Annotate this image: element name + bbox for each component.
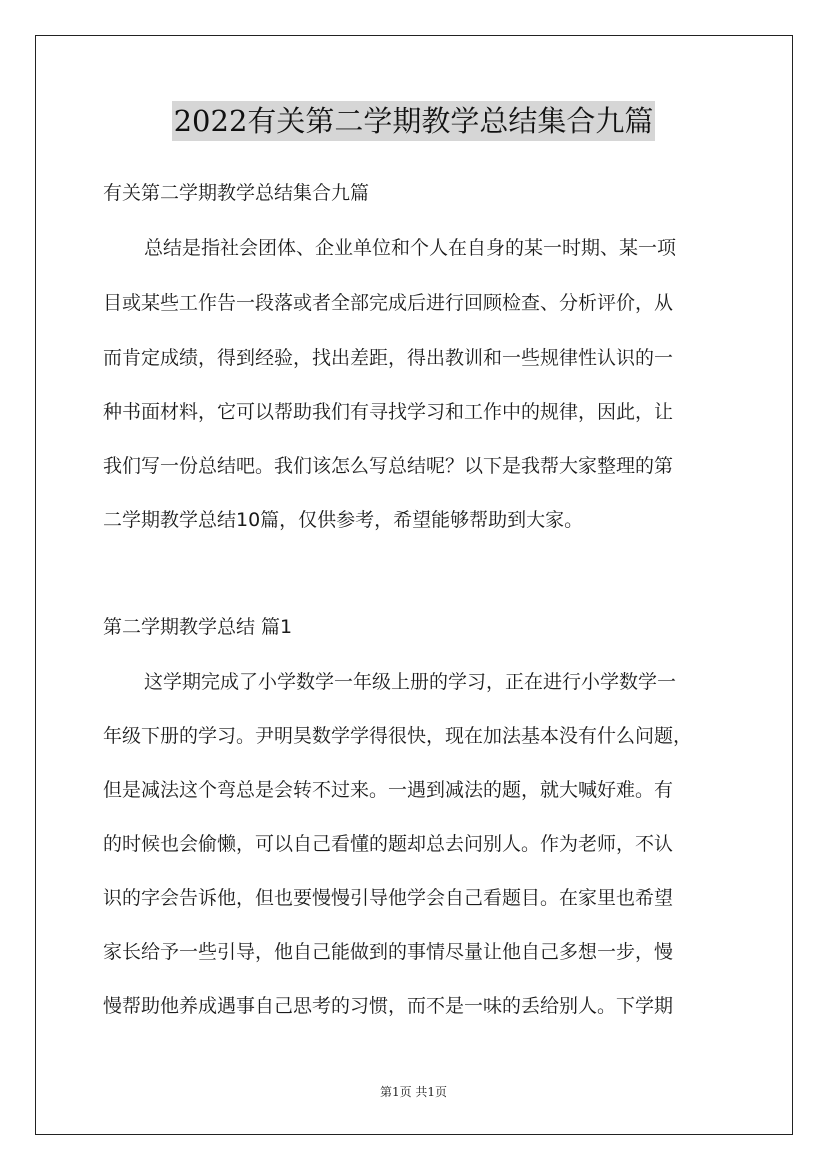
intro-line: 种书面材料，它可以帮助我们有寻找学习和工作中的规律，因此，让 — [103, 401, 674, 423]
title-container — [0, 101, 827, 141]
section-line: 慢帮助他养成遇事自己思考的习惯，而不是一味的丢给别人。下学期 — [103, 995, 674, 1017]
section-line: 但是减法这个弯总是会转不过来。一遇到减法的题，就大喊好难。有 — [103, 779, 674, 801]
document-title: 2022有关第二学期教学总结集合九篇 — [172, 101, 656, 141]
page-footer: 第1页 共1页 — [379, 1085, 448, 1099]
section-line: 识的字会告诉他，但也要慢慢引导他学会自己看题目。在家里也希望 — [103, 887, 674, 909]
document-subtitle: 有关第二学期教学总结集合九篇 — [103, 182, 370, 204]
intro-line: 我们写一份总结吧。我们该怎么写总结呢？以下是我帮大家整理的第 — [103, 455, 674, 477]
section-heading: 第二学期教学总结 篇1 — [103, 616, 293, 638]
intro-line: 目或某些工作告一段落或者全部完成后进行回顾检查、分析评价，从 — [103, 292, 674, 314]
intro-line: 二学期教学总结10篇，仅供参考，希望能够帮助到大家。 — [103, 509, 584, 531]
section-line: 家长给予一些引导，他自己能做到的事情尽量让他自己多想一步，慢 — [103, 941, 674, 963]
intro-line: 而肯定成绩，得到经验，找出差距，得出教训和一些规律性认识的一 — [103, 347, 674, 369]
section-line: 的时候也会偷懒，可以自己看懂的题却总去问别人。作为老师，不认 — [103, 833, 674, 855]
section-line: 年级下册的学习。尹明昊数学学得很快，现在加法基本没有什么问题， — [103, 725, 693, 747]
section-line: 这学期完成了小学数学一年级上册的学习，正在进行小学数学一 — [144, 671, 677, 693]
intro-line: 总结是指社会团体、企业单位和个人在自身的某一时期、某一项 — [144, 237, 677, 259]
